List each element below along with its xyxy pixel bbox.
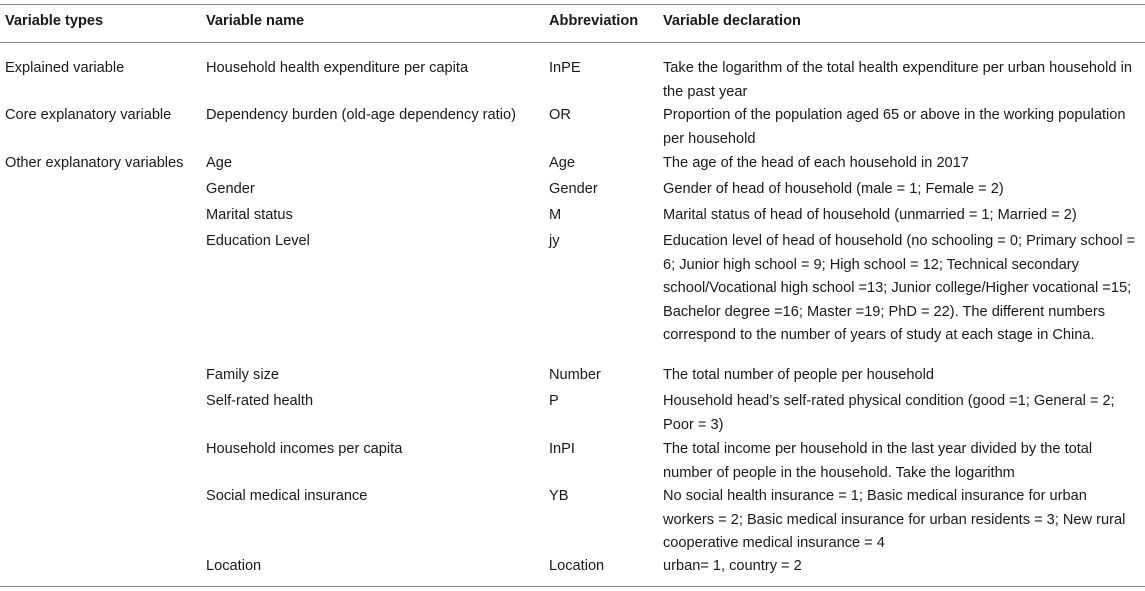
cell-declaration: Take the logarithm of the total health expenditure per urban household in the past year [663,60,1132,100]
cell-declaration: The age of the head of each household in 2017 [663,155,969,171]
table-top-rule [0,4,1145,5]
cell-variable-name: Dependency burden (old-age dependency ratio) [206,107,516,123]
cell-variable-type: Core explanatory variable [5,107,172,123]
table-bottom-rule [0,586,1145,587]
cell-variable-name: Family size [206,367,279,383]
cell-variable-name: Age [206,155,232,171]
cell-abbreviation: InPE [549,60,581,76]
cell-declaration: No social health insurance = 1; Basic medical insurance for urban workers = 2; Basic medical insurance for urban residents = 3; New rural cooperative medical insurance = 4 [663,488,1126,552]
cell-abbreviation: P [549,393,559,409]
cell-variable-name: Household health expenditure per capita [206,60,469,76]
header-variable-declaration: Variable declaration [663,13,801,29]
cell-abbreviation: Number [549,367,601,383]
cell-abbreviation: jy [549,233,560,249]
cell-abbreviation: YB [549,488,569,504]
cell-abbreviation: M [549,207,562,223]
cell-variable-name: Education Level [206,233,310,249]
cell-variable-name: Gender [206,181,255,197]
cell-declaration: The total number of people per household [663,367,934,383]
header-variable-types: Variable types [5,13,104,29]
cell-declaration: Marital status of head of household (unmarried = 1; Married = 2) [663,207,1077,223]
cell-abbreviation: Age [549,155,575,171]
table-header-rule [0,42,1145,43]
header-abbreviation: Abbreviation [549,13,639,29]
cell-variable-name: Household incomes per capita [206,441,403,457]
cell-variable-type: Other explanatory variables [5,155,184,171]
cell-variable-type: Explained variable [5,60,125,76]
cell-abbreviation: InPI [549,441,575,457]
cell-abbreviation: Gender [549,181,598,197]
cell-abbreviation: OR [549,107,571,123]
header-variable-name: Variable name [206,13,305,29]
cell-abbreviation: Location [549,558,605,574]
cell-variable-name: Social medical insurance [206,488,368,504]
cell-declaration: The total income per household in the last year divided by the total number of people in the household. Take the logarithm [663,441,1093,481]
cell-variable-name: Marital status [206,207,293,223]
cell-variable-name: Self-rated health [206,393,314,409]
cell-declaration: urban= 1, country = 2 [663,558,802,574]
cell-declaration: Proportion of the population aged 65 or above in the working population per household [663,107,1126,147]
cell-declaration: Gender of head of household (male = 1; Female = 2) [663,181,1004,197]
cell-declaration: Education level of head of household (no schooling = 0; Primary school = 6; Junior high school = 9; High school = 12; Technical secondary school/Vocational high school =13; Junior college/Higher vocational =15; Bachelor degree =16; Master =19; PhD = 22). The different numbers correspond to the number of years of study at each stage in China. [663,233,1136,344]
cell-variable-name: Location [206,558,262,574]
cell-declaration: Household head’s self-rated physical condition (good =1; General = 2; Poor = 3) [663,393,1115,433]
